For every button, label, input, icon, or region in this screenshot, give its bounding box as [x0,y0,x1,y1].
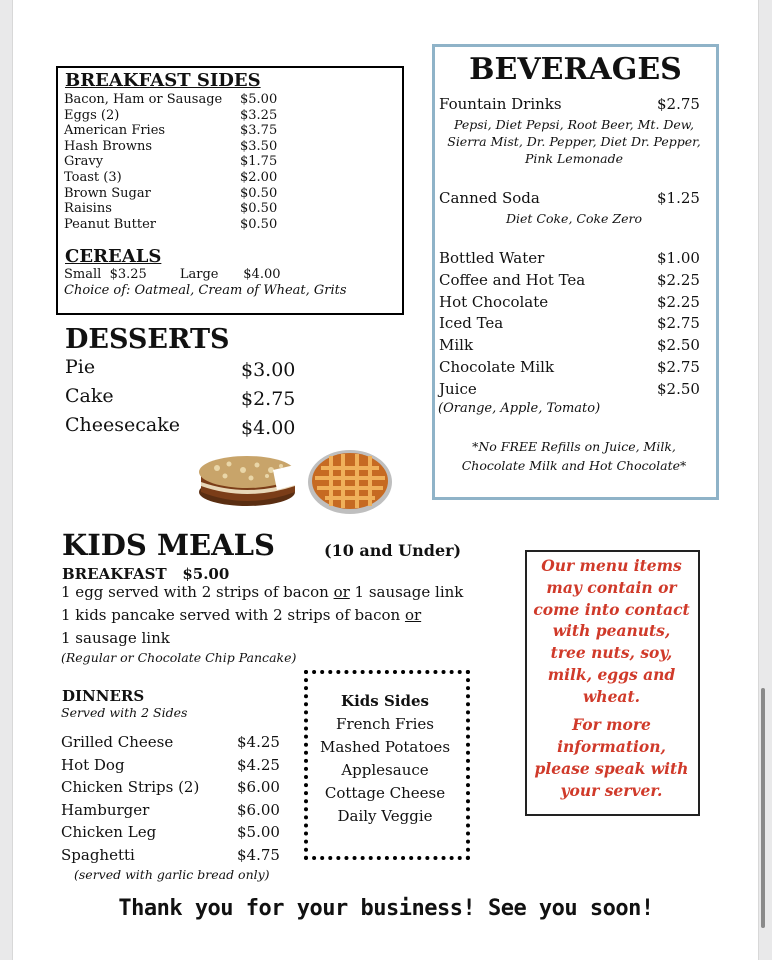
breakfast-side-price: $0.50 [240,185,278,201]
refill-note-line-1: *No FREE Refills on Juice, Milk, [472,439,676,454]
allergy-info-line: For more [572,715,651,734]
beverage-name: Chocolate Milk [439,358,555,376]
canned-soda-flavors: Diet Coke, Coke Zero [505,211,643,226]
beverage-name: Iced Tea [439,314,504,333]
breakfast-side-price: $2.00 [240,170,278,185]
kb-line1-or: or [333,583,350,601]
breakfast-side-price: $1.75 [240,154,278,170]
kids-side-item: French Fries [336,715,434,733]
dinner-name: Hot Dog [61,755,125,774]
kids-side-item: Daily Veggie [337,807,433,825]
juice-types: (Orange, Apple, Tomato) [438,401,601,416]
desserts-title: DESSERTS [65,324,230,355]
kb-line2-or: or [404,606,422,624]
dinner-name: Grilled Cheese [61,733,174,751]
breakfast-side-price: $0.50 [240,216,278,232]
cereals-choice: Choice of: Oatmeal, Cream of Wheat, Grits [64,283,347,298]
dinner-price: $4.25 [237,755,280,774]
dinner-name: Chicken Leg [61,823,157,842]
dinner-price: $4.75 [237,846,280,864]
kids-breakfast-heading [62,565,229,583]
refill-note [440,437,708,475]
kb-line1-b: 1 sausage link [349,583,464,601]
kids-breakfast-line-1 [61,583,463,601]
dinner-price: $6.00 [237,778,280,797]
fountain-flavor-1: Pepsi, Diet Pepsi, Root Beer, Mt. Dew, [454,117,694,132]
allergy-line: may contain or [546,577,677,597]
refill-note-line-2: Chocolate Milk and Hot Chocolate* [461,458,687,473]
dessert-name: Cake [65,385,114,407]
dinner-price: $6.00 [237,800,280,819]
beverages-title: BEVERAGES [469,52,682,87]
scrollbar[interactable] [761,688,765,928]
allergy-info-line: your server. [560,781,663,800]
dinner-price: $5.00 [237,823,280,842]
kids-side-item: Applesauce [341,761,429,779]
beverage-price: $2.25 [657,292,700,311]
breakfast-side-price: $3.50 [240,138,278,154]
breakfast-side-name: Toast (3) [64,170,122,185]
beverage-price: $2.75 [657,314,700,333]
beverage-price: $1.00 [657,249,700,267]
dinners-title: DINNERS [62,687,145,705]
fountain-flavor-3: Pink Lemonade [525,151,623,166]
breakfast-side-name: Bacon, Ham or Sausage [64,92,223,107]
pie-image [307,446,393,518]
dinner-price: $4.25 [237,733,280,751]
dessert-name: Pie [65,356,96,378]
breakfast-side-price: $5.00 [240,92,278,107]
kids-breakfast-line-2 [61,606,421,624]
cereals-sizes [64,267,281,282]
spaghetti-note: (served with garlic bread only) [74,867,270,882]
allergy-info-line: information, [557,737,666,756]
dinner-name: Spaghetti [61,846,135,864]
cake-image [195,440,305,512]
kids-sides-title: Kids Sides [341,692,429,710]
breakfast-sides-title: BREAKFAST SIDES [65,70,261,91]
allergy-info-line: please speak with [534,759,689,778]
breakfast-side-name: Brown Sugar [64,185,151,201]
fountain-drinks-name: Fountain Drinks [439,95,562,113]
allergy-line: milk, eggs and [547,665,676,684]
breakfast-side-name: American Fries [64,123,166,139]
beverage-price: $2.50 [657,379,700,398]
breakfast-side-price: $3.25 [240,107,278,123]
kids-meals-title: KIDS MEALS [62,528,275,562]
beverage-name: Coffee and Hot Tea [439,270,586,289]
kb-line1-a: 1 egg served with 2 strips of bacon [61,583,334,601]
breakfast-side-name: Peanut Butter [64,216,156,232]
allergy-line: Our menu items [541,556,682,575]
beverage-name: Hot Chocolate [439,292,549,311]
breakfast-side-name: Gravy [64,154,104,170]
fountain-flavor-2: Sierra Mist, Dr. Pepper, Diet Dr. Pepper, [447,134,701,149]
cereal-small-price: $3.25 [109,267,147,282]
dessert-price: $3.00 [241,359,296,381]
kids-breakfast-line-3: 1 sausage link [61,629,170,647]
dinner-name: Hamburger [61,800,150,819]
breakfast-side-name: Raisins [64,201,112,217]
beverage-name: Milk [439,336,474,355]
fountain-drinks-price: $2.75 [657,95,700,113]
allergy-line: come into contact [533,599,690,619]
beverage-price: $2.50 [657,336,700,355]
cereal-small-label: Small [64,267,102,282]
kids-meals-age: (10 and Under) [324,541,462,560]
dessert-price: $4.00 [241,417,296,439]
dessert-name: Cheesecake [65,414,180,436]
allergy-line: tree nuts, soy, [550,643,673,663]
dessert-price: $2.75 [241,388,296,410]
cereals-title: CEREALS [65,246,162,267]
breakfast-side-price: $3.75 [240,123,278,139]
breakfast-side-name: Eggs (2) [64,107,120,123]
allergy-line: wheat. [582,686,641,706]
thank-you-message: Thank you for your business! See you soon! [118,896,654,921]
kids-side-item: Mashed Potatoes [319,738,451,756]
kids-side-item: Cottage Cheese [324,784,446,802]
cereal-large-label: Large [179,267,219,282]
beverage-price: $2.75 [657,358,700,376]
cereal-large-price: $4.00 [243,267,281,282]
beverage-name: Bottled Water [439,249,545,267]
beverage-price: $2.25 [657,270,700,289]
kids-breakfast-title: BREAKFAST [62,565,167,583]
kb-line2-a: 1 kids pancake served with 2 strips of bacon [61,606,405,624]
kids-breakfast-price: $5.00 [182,565,230,583]
canned-soda-price: $1.25 [657,189,700,207]
breakfast-side-price: $0.50 [240,201,278,217]
beverage-name: Juice [439,379,477,398]
dinners-subtitle: Served with 2 Sides [61,705,188,720]
breakfast-side-name: Hash Browns [64,138,153,154]
dinner-name: Chicken Strips (2) [61,778,200,797]
canned-soda-name: Canned Soda [439,189,540,207]
kids-breakfast-note: (Regular or Chocolate Chip Pancake) [61,650,297,665]
allergy-line: with peanuts, [552,621,671,641]
